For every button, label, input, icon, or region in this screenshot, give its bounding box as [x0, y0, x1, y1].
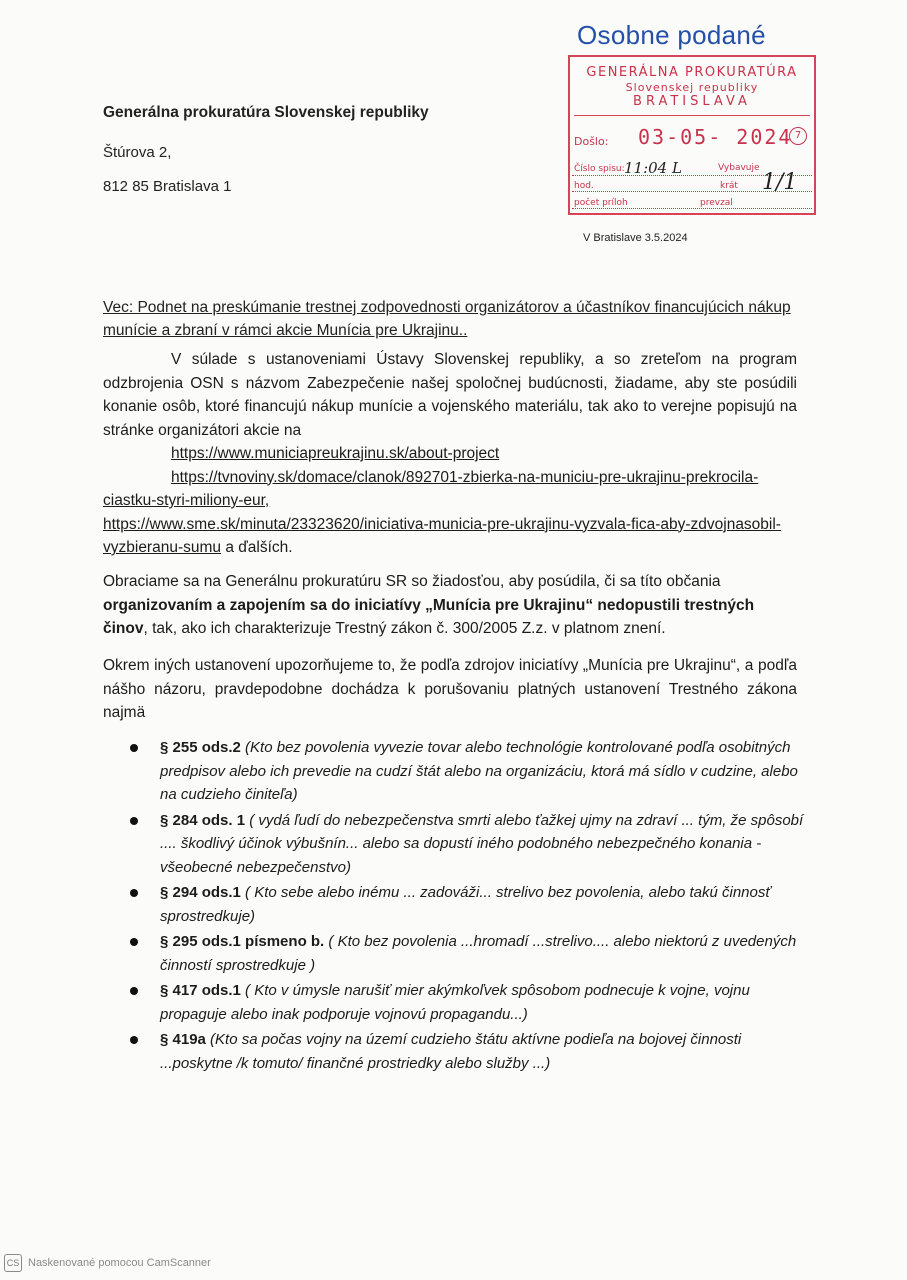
bullet-icon [130, 1036, 138, 1044]
section-number: § 295 ods.1 písmeno b. [160, 933, 325, 950]
stamp-file-label: Číslo spisu: [574, 164, 625, 174]
list-item [130, 1028, 810, 1075]
bullet-icon [130, 987, 138, 995]
paragraph-petition-part3: , tak, ako ich charakterizuje Trestný zákon č. 300/2005 Z.z. v platnom znení. [143, 620, 666, 637]
stamp-hour-label: hod. [574, 181, 594, 191]
list-item [130, 881, 810, 928]
camscanner-icon: CS [4, 1254, 22, 1272]
paragraph-request [103, 348, 797, 560]
link-tvnoviny: https://tvnoviny.sk/domace/clanok/892701-zbierka-na-municiu-pre-ukrajinu-prekrocila-ciastku-styri-miliony-eur, [103, 468, 759, 509]
handwritten-note: Osobne podané [577, 20, 766, 50]
paragraph-petition [103, 570, 797, 641]
section-description: (Kto bez povolenia vyvezie tovar alebo technológie kontrolované podľa osobitných predpisov alebo ich prevedie na cudzí štát alebo na organizáciu, ktorá má sídlo v cudzine, alebo na cudzieho činiteľa) [160, 739, 798, 803]
recipient-street: Štúrova 2, [103, 144, 172, 161]
stamp-file-value: 11:04 L [624, 159, 682, 177]
link-sme: https://www.sme.sk/minuta/23323620/iniciativa-municia-pre-ukrajinu-vyzvala-fica-aby-zdvojnasobil-vyzbieranu-sumu [103, 515, 781, 556]
bullet-icon [130, 938, 138, 946]
bullet-icon [130, 744, 138, 752]
section-description: ( Kto sebe alebo inému ... zadováži... strelivo bez povolenia, alebo takú činnosť sprostredkuje) [160, 884, 771, 925]
subject-line: Vec: Podnet na preskúmanie trestnej zodpovednosti organizátorov a účastníkov financujúcich nákup munície a zbraní v rámci akcie Munícia pre Ukrajinu.. [103, 299, 791, 339]
list-item [130, 736, 810, 807]
section-description: ( vydá ľudí do nebezpečenstva smrti alebo ťažkej ujmy na zdraví ... tým, že spôsobí .... škodlivý účinok výbušnín... alebo sa dopustí iného podobného nebezpečného konania - všeobecné nebezpečenstvo) [160, 811, 804, 876]
list-item [130, 979, 810, 1026]
stamp-city: BRATISLAVA [633, 94, 751, 109]
stamp-country: Slovenskej republiky [625, 81, 759, 94]
section-description: ( Kto bez povolenia ...hromadí ...strelivo.... alebo niektorú z uvedených činností sprostredkuje ) [160, 933, 797, 974]
section-description: ( Kto v úmysle narušiť mier akýmkoľvek spôsobom podnecuje k vojne, vojnu propaguje alebo inak podporuje vojnovú propagandu...) [160, 982, 750, 1023]
paragraph-petition-bold: organizovaním a zapojením sa do iniciatívy „Munícia pre Ukrajinu“ nedopustili trestných činov [103, 596, 755, 637]
stamp-handling-label: Vybavuje [718, 163, 760, 173]
section-number: § 419a [160, 1031, 206, 1048]
place-and-date: V Bratislave 3.5.2024 [583, 232, 688, 244]
section-number: § 255 ods.2 [160, 739, 241, 756]
stamp-received-by-label: prevzal [700, 198, 733, 208]
section-description: (Kto sa počas vojny na území cudzieho štátu aktívne podieľa na bojovej činnosti ...poskytne /k tomuto/ finančné prostriedky alebo služby ...) [160, 1031, 742, 1072]
paragraph-request-text: V súlade s ustanoveniami Ústavy Slovenskej republiky, a so zreteľom na program odzbrojenia OSN s názvom Zabezpečenie našej spoločnej budúcnosti, žiadame, aby ste posúdili konanie osôb, ktoré financujú nákup munície a vojenského materiálu, tak ako to verejne popisujú na stránke organizátori akcie na [103, 351, 797, 439]
link-municiapreukrajinu: https://www.municiapreukrajinu.sk/about-project [171, 445, 500, 462]
registry-stamp [568, 55, 816, 215]
scanner-watermark [4, 1254, 211, 1272]
stamp-attachments-label: počet príloh [574, 198, 628, 208]
bullet-icon [130, 817, 138, 825]
bullet-icon [130, 889, 138, 897]
stamp-circle-number: 7 [789, 127, 807, 145]
stamp-org: GENERÁLNA PROKURATÚRA [586, 65, 798, 80]
paragraph-petition-part1: Obraciame sa na Generálnu prokuratúru SR so žiadosťou, aby posúdila, či sa títo občania [103, 573, 721, 590]
recipient-city: 812 85 Bratislava 1 [103, 178, 232, 195]
stamp-divider [574, 115, 810, 116]
stamp-times-label: krát [720, 181, 738, 191]
section-number: § 294 ods.1 [160, 884, 241, 901]
watermark-text: Naskenované pomocou CamScanner [28, 1257, 211, 1269]
list-item [130, 930, 810, 977]
section-number: § 417 ods.1 [160, 982, 241, 999]
paragraph-request-tail: a ďalších. [221, 539, 293, 556]
list-item [130, 809, 810, 880]
stamp-received-label: Došlo: [574, 135, 609, 148]
recipient-institution: Generálna prokuratúra Slovenskej republiky [103, 104, 429, 121]
section-list [130, 736, 810, 1077]
paragraph-provisions: Okrem iných ustanovení upozorňujeme to, že podľa zdrojov iniciatívy „Munícia pre Ukrajinu“, a podľa nášho názoru, pravdepodobne dochádza k porušovaniu platných ustanovení Trestného zákona najmä [103, 657, 797, 721]
section-number: § 284 ods. 1 [160, 811, 246, 829]
stamp-received-date: 03-05- 2024 [638, 125, 793, 149]
stamp-row-divider [572, 208, 812, 209]
stamp-times-value: 1/1 [762, 170, 798, 195]
